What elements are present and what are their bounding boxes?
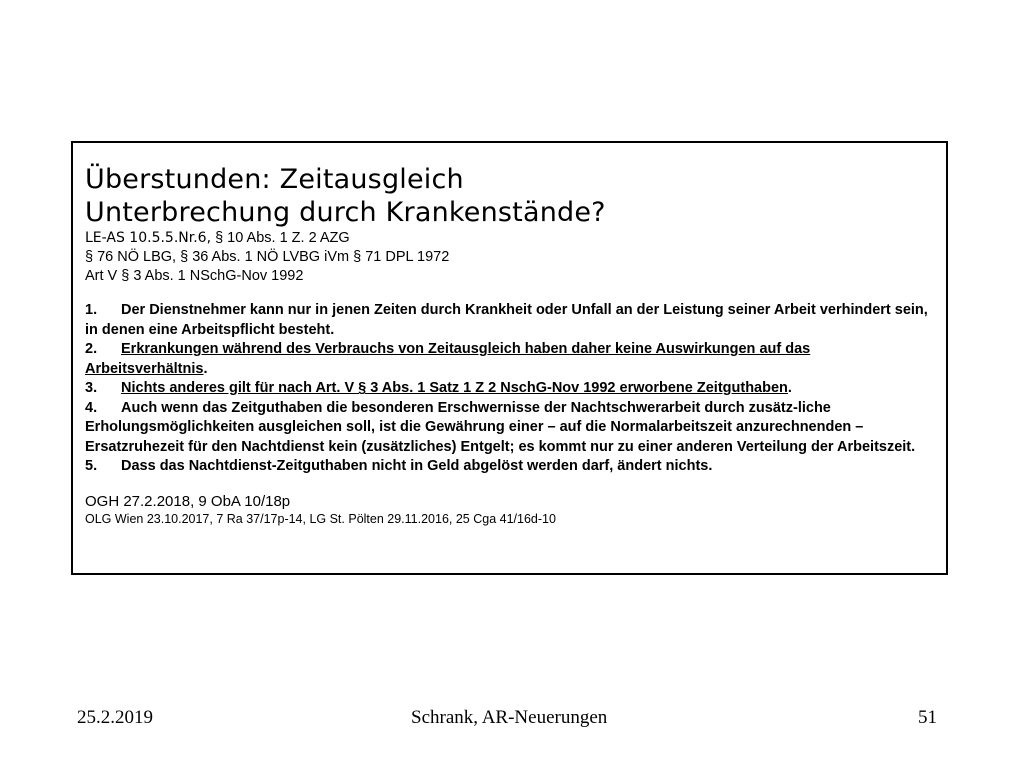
le-as-code: LE-AS 10.5.5.Nr.6, (85, 230, 212, 246)
content-box (71, 141, 948, 575)
olg-citation: OLG Wien 23.10.2017, 7 Ra 37/17p-14, LG St. Pölten 29.11.2016, 25 Cga 41/16d-10 (85, 511, 556, 526)
ogh-citation: OGH 27.2.2018, 9 ObA 10/18p (85, 492, 291, 510)
point-1: 1. Der Dienstnehmer kann nur in jenen Zeiten durch Krankheit oder Unfall an der Leistung seiner Arbeit verhindert sein, in denen eine Arbeitspflicht besteht. (85, 302, 928, 338)
point-2-text: Erkrankungen während des Verbrauchs von Zeitausgleich haben daher keine Auswirkungen auf das Arbeitsverhältnis (85, 341, 811, 377)
point-5: 5. Dass das Nachtdienst-Zeitguthaben nicht in Geld abgelöst werden darf, ändert nichts. (85, 458, 713, 474)
slide-title (85, 163, 936, 229)
title-line-1: Überstunden: Zeitausgleich (85, 164, 464, 195)
reference-line-1 (85, 229, 936, 248)
point-3: 3. Nichts anderes gilt für nach Art. V § 3 Abs. 1 Satz 1 Z 2 NschG-Nov 1992 erworbene Zeitguthaben. (85, 380, 792, 396)
reference-line-3: Art V § 3 Abs. 1 NSchG-Nov 1992 (85, 268, 304, 284)
point-4: 4. Auch wenn das Zeitguthaben die besonderen Erschwernisse der Nachtschwerarbeit durch zusätz-liche Erholungsmöglichkeiten ausgleichen soll, ist die Gewährung einer – auf die Normalarbeitszeit anzurechnenden – Ersatzruhezeit für den Nachtdienst kein (zusätzliches) Entgelt; es kommt nur zu einer anderen Verteilung der Arbeitszeit. (85, 399, 916, 455)
point-3-text: Nichts anderes gilt für nach Art. V § 3 Abs. 1 Satz 1 Z 2 NschG-Nov 1992 erworbene Zeitguthaben (121, 380, 788, 396)
point-4-text: Auch wenn das Zeitguthaben die besonderen Erschwernisse der Nachtschwerarbeit durch zusätz-liche Erholungsmöglichkeiten ausgleichen soll, ist die Gewährung einer – auf die Normalarbeitszeit anzurechnenden – Ersatzruhezeit für den Nachtdienst kein (zusätzliches) Entgelt; es kommt nur zu einer anderen Verteilung der Arbeitszeit. (85, 399, 916, 455)
azg-reference: § 10 Abs. 1 Z. 2 AZG (211, 230, 350, 246)
footer-title: Schrank, AR-Neuerungen (411, 707, 608, 728)
footer-date: 25.2.2019 (77, 707, 153, 728)
point-5-text: Dass das Nachtdienst-Zeitguthaben nicht in Geld abgelöst werden darf, ändert nichts. (121, 458, 713, 474)
point-1-text: Der Dienstnehmer kann nur in jenen Zeiten durch Krankheit oder Unfall an der Leistung seiner Arbeit verhindert sein, in denen eine Arbeitspflicht besteht. (85, 302, 928, 338)
point-2: 2. Erkrankungen während des Verbrauchs von Zeitausgleich haben daher keine Auswirkungen auf das Arbeitsverhältnis. (85, 341, 811, 377)
title-line-2: Unterbrechung durch Krankenstände? (85, 197, 606, 228)
page-number: 51 (918, 707, 937, 728)
reference-line-2: § 76 NÖ LBG, § 36 Abs. 1 NÖ LVBG iVm § 71 DPL 1972 (85, 249, 450, 265)
